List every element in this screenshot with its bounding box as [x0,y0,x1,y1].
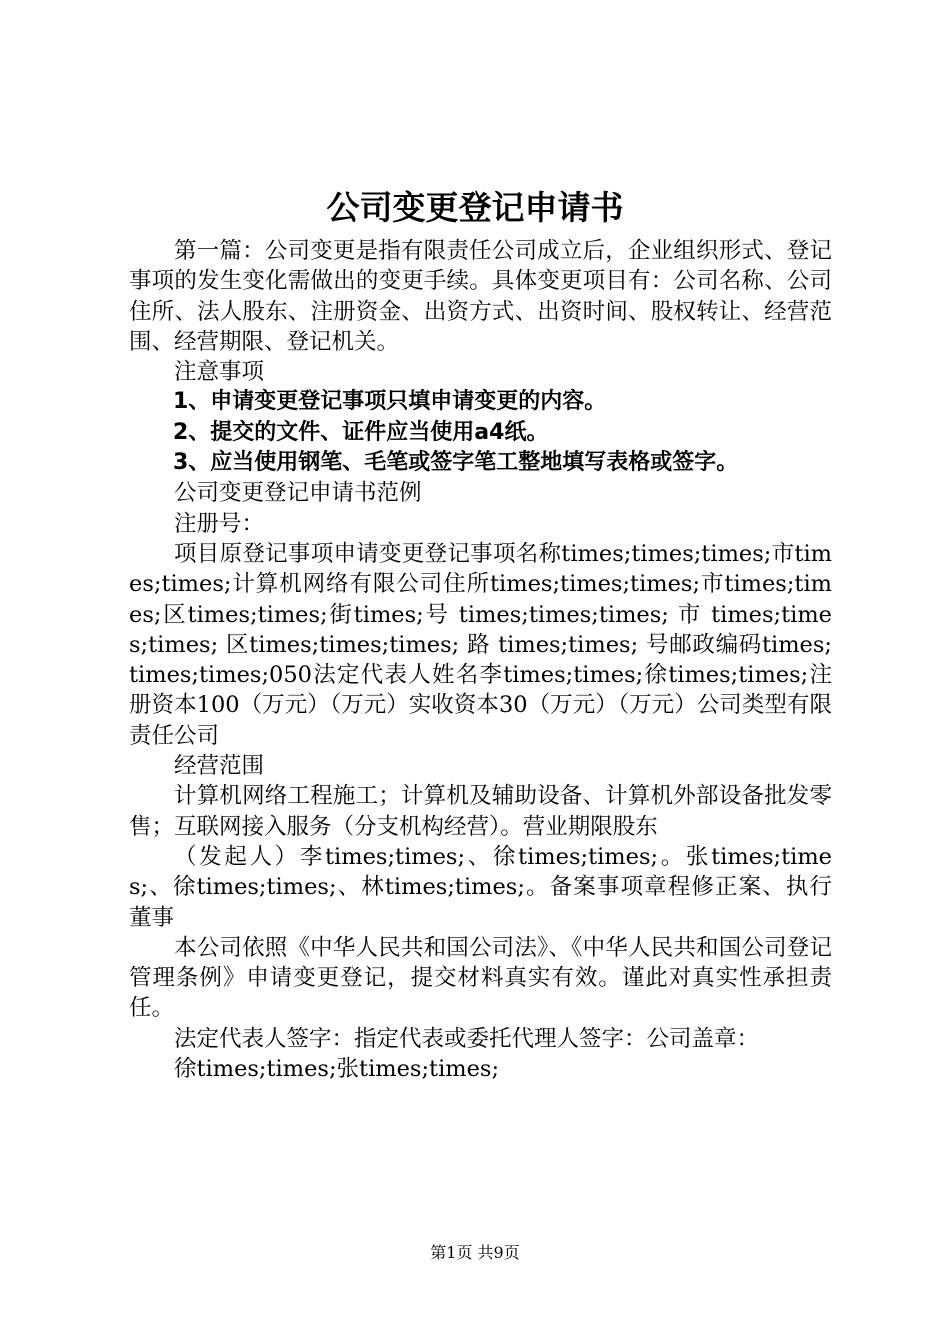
note-item-3: 3、应当使用钢笔、毛笔或签字笔工整地填写表格或签字。 [173,450,739,476]
document-title: 公司变更登记申请书 [326,188,624,227]
intro-paragraph: 第一篇：公司变更是指有限责任公司成立后，企业组织形式、登记事项的发生变化需做出的变更手续。具体变更项目有：公司名称、公司住所、法人股东、注册资金、出资方式、出资时间、股权转让、经营范围、经营期限、登记机关。 [129,238,832,355]
example-heading: 公司变更登记申请书范例 [174,480,422,507]
shareholders-paragraph: （发起人）李times;times;、徐times;times;。张times;times;、徐times;times;、林times;times;。备案事项章程修正案、执行董事 [129,843,832,931]
signature-labels: 法定代表人签字：指定代表或委托代理人签字：公司盖章： [174,1025,760,1052]
registration-items-paragraph: 项目原登记事项申请变更登记事项名称times;times;times;市times;times;计算机网络有限公司住所times;times;times;市times;times;区times;times;街times;号 times;times;times; 市 times;times;times; 区times;times;times; 路 times;times; 号邮政编码times;times;times;050法定代表人姓名李times;times;徐times;times;注册资本100（万元）（万元）实收资本30（万元）（万元）公司类型有限责任公司 [129,540,832,749]
notes-heading: 注意事项 [174,359,265,386]
note-item-1: 1、申请变更登记事项只填申请变更的内容。 [173,389,607,415]
document-body [129,236,832,1084]
page-footer: 第1页 共9页 [430,1243,520,1262]
note-item-2: 2、提交的文件、证件应当使用a4纸。 [173,419,549,445]
business-scope-heading: 经营范围 [174,753,265,780]
business-scope-paragraph: 计算机网络工程施工；计算机及辅助设备、计算机外部设备批发零售；互联网接入服务（分支机构经营）。营业期限股东 [129,783,832,840]
registration-number: 注册号： [174,510,265,537]
signature-names: 徐times;times;张times;times; [174,1056,500,1083]
declaration-paragraph: 本公司依照《中华人民共和国公司法》、《中华人民共和国公司登记管理条例》申请变更登记，提交材料真实有效。谨此对真实性承担责任。 [129,934,832,1022]
